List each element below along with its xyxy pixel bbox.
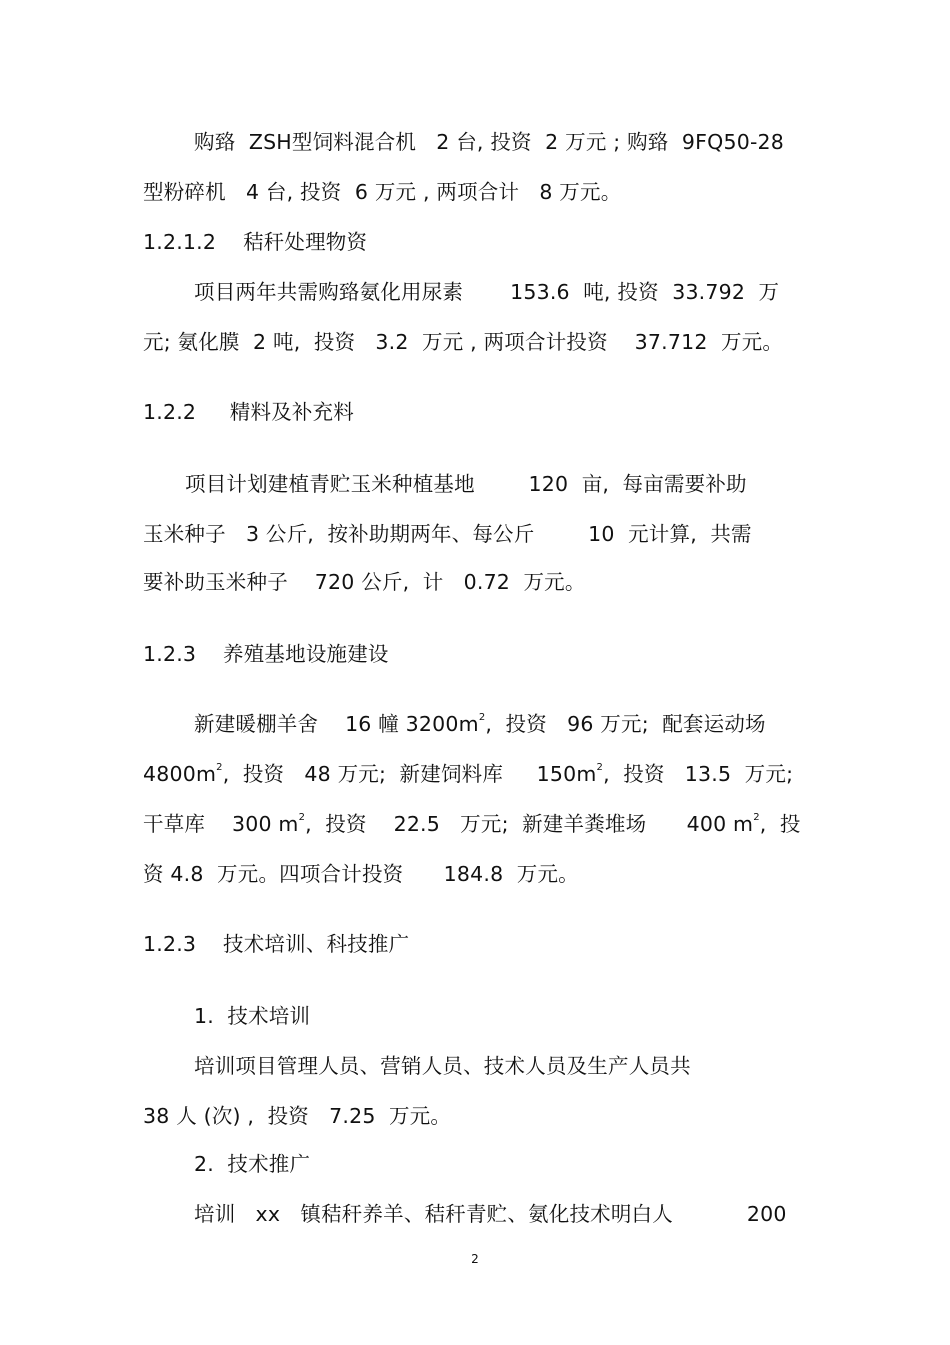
text-line: 元; 氨化膜 2 吨, 投资 3.2 万元 , 两项合计投资 37.712 万元。: [143, 330, 784, 354]
text-line: 培训 xx 镇秸秆养羊、秸秆青贮、氨化技术明白人 200: [194, 1202, 787, 1226]
text-line: 干草库 300 $m^2$, 投资 22.5 万元; 新建羊粪堆场 400 $m^2$, 投: [143, 812, 801, 836]
section-heading: 1.2.3 养殖基地设施建设: [143, 642, 389, 666]
text-line: 38 人 (次) , 投资 7.25 万元。: [143, 1104, 452, 1128]
text-line: $4800m^2$, 投资 48 万元; 新建饲料库 $150m^2$, 投资 13.5 万元;: [143, 762, 794, 786]
section-heading: 1.2.3 技术培训、科技推广: [143, 932, 410, 956]
text-line: 项目计划建植青贮玉米种植基地 120 亩, 每亩需要补助: [185, 472, 747, 496]
text-line: 培训项目管理人员、营销人员、技术人员及生产人员共: [194, 1054, 691, 1078]
text-line: 型粉碎机 4 台, 投资 6 万元 , 两项合计 8 万元。: [143, 180, 622, 204]
text-line: 项目两年共需购臵氨化用尿素 153.6 吨, 投资 33.792 万: [194, 280, 780, 304]
text-line: 购臵 ZSH型饲料混合机 2 台, 投资 2 万元 ; 购臵 9FQ50-28: [194, 130, 785, 154]
text-line: 要补助玉米种子 720 公斤, 计 0.72 万元。: [143, 570, 586, 594]
list-heading: 1. 技术培训: [194, 1004, 311, 1028]
section-heading: 1.2.1.2 秸秆处理物资: [143, 230, 368, 254]
section-heading: 1.2.2 精料及补充料: [143, 400, 354, 424]
text-line: 玉米种子 3 公斤, 按补助期两年、每公斤 10 元计算, 共需: [143, 522, 752, 546]
page-number: 2: [471, 1252, 479, 1266]
list-heading: 2. 技术推广: [194, 1152, 311, 1176]
text-line: 新建暖棚羊舍 16 幢 $3200m^2$, 投资 96 万元; 配套运动场: [194, 712, 766, 736]
text-line: 资 4.8 万元。四项合计投资 184.8 万元。: [143, 862, 579, 886]
